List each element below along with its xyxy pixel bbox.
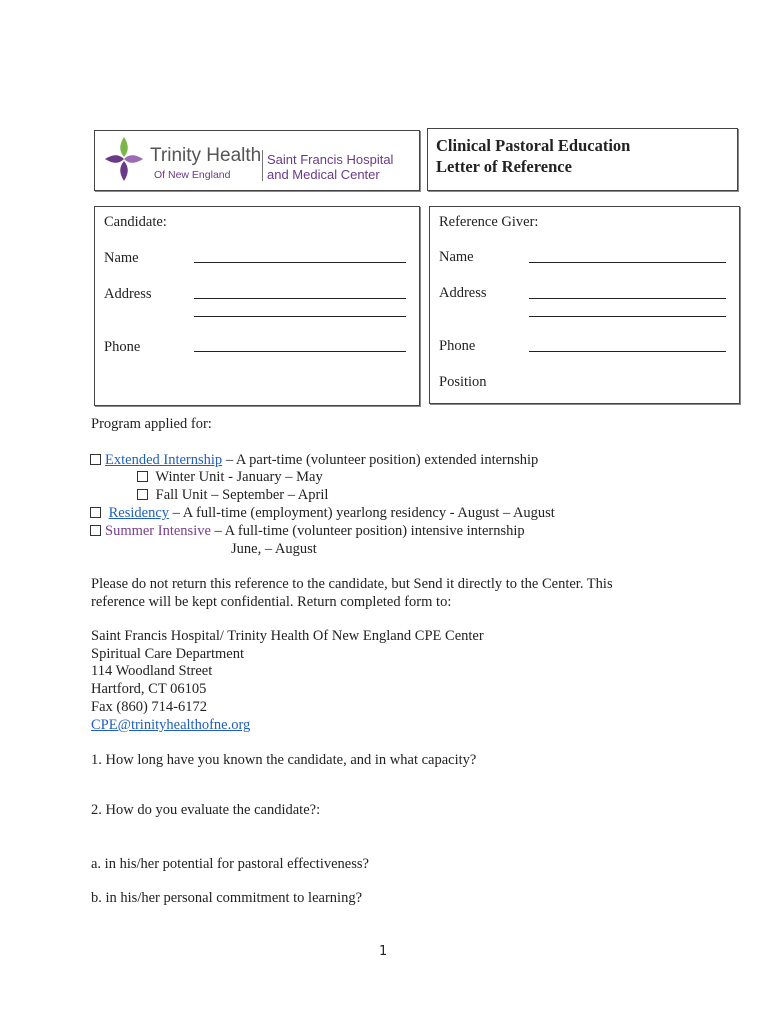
instructions-line2: reference will be kept confidential. Return completed form to: [91, 594, 452, 610]
summer-desc: – A full-time (volunteer position) intensive internship [214, 523, 525, 539]
residency-checkbox[interactable] [90, 507, 101, 518]
extended-checkbox[interactable] [90, 454, 101, 465]
reference-position-label: Position [439, 374, 487, 390]
logo-box [94, 130, 420, 191]
reference-address-field-1[interactable] [529, 298, 726, 299]
candidate-name-field[interactable] [194, 262, 406, 263]
candidate-address-field-2[interactable] [194, 316, 406, 317]
address-line2: Spiritual Care Department [91, 646, 245, 662]
question-2b: b. in his/her personal commitment to learning? [91, 890, 363, 906]
option-extended-internship [90, 451, 538, 469]
logo-sub: Of New England [154, 169, 231, 181]
reference-name-label: Name [439, 249, 474, 265]
option-summer-intensive [90, 522, 525, 540]
reference-address-label: Address [439, 285, 487, 301]
winter-checkbox[interactable] [137, 471, 148, 482]
candidate-heading: Candidate: [104, 214, 167, 230]
extended-internship-link[interactable]: Extended Internship [105, 452, 223, 468]
title-box [427, 128, 738, 191]
residency-link[interactable]: Residency [108, 505, 170, 521]
page-title-line2: Letter of Reference [436, 157, 572, 176]
question-1: 1. How long have you known the candidate, and in what capacity? [91, 752, 477, 768]
logo-hospital-line2: and Medical Center [267, 167, 380, 182]
summer-checkbox[interactable] [90, 525, 101, 536]
address-line1: Saint Francis Hospital/ Trinity Health Of New England CPE Center [91, 628, 484, 644]
candidate-address-field-1[interactable] [194, 298, 406, 299]
question-2a: a. in his/her potential for pastoral effectiveness? [91, 856, 369, 872]
page-title-line1: Clinical Pastoral Education [436, 136, 631, 155]
fall-checkbox[interactable] [137, 489, 148, 500]
page-number: 1 [379, 944, 388, 959]
reference-address-field-2[interactable] [529, 316, 726, 317]
reference-giver-box [429, 206, 740, 404]
residency-desc: – A full-time (employment) yearlong residency - August – August [172, 505, 555, 521]
reference-heading: Reference Giver: [439, 214, 539, 230]
summer-intensive-link[interactable]: Summer Intensive [105, 523, 211, 539]
instructions-line1: Please do not return this reference to the candidate, but Send it directly to the Center. This [91, 576, 613, 592]
candidate-box [94, 206, 420, 406]
address-fax: Fax (860) 714-6172 [91, 699, 207, 715]
option-residency [90, 504, 555, 522]
trinity-logo-icon [103, 135, 145, 183]
program-heading: Program applied for: [91, 416, 212, 432]
fall-label: Fall Unit – September – April [155, 487, 329, 503]
address-line3: 114 Woodland Street [91, 663, 213, 679]
reference-phone-field[interactable] [529, 351, 726, 352]
candidate-phone-label: Phone [104, 339, 141, 355]
summer-dates: June, – August [231, 541, 317, 557]
logo-divider [262, 150, 263, 181]
option-winter-unit [137, 468, 323, 486]
logo-brand: Trinity Health [150, 145, 262, 166]
candidate-name-label: Name [104, 250, 139, 266]
email-link[interactable]: CPE@trinityhealthofne.org [91, 717, 251, 733]
address-line4: Hartford, CT 06105 [91, 681, 207, 697]
candidate-phone-field[interactable] [194, 351, 406, 352]
reference-phone-label: Phone [439, 338, 476, 354]
candidate-address-label: Address [104, 286, 152, 302]
question-2: 2. How do you evaluate the candidate?: [91, 802, 321, 818]
option-fall-unit [137, 486, 328, 504]
winter-label: Winter Unit - January – May [155, 469, 323, 485]
reference-name-field[interactable] [529, 262, 726, 263]
logo-hospital-line1: Saint Francis Hospital [267, 152, 394, 167]
extended-desc: – A part-time (volunteer position) extended internship [225, 452, 539, 468]
